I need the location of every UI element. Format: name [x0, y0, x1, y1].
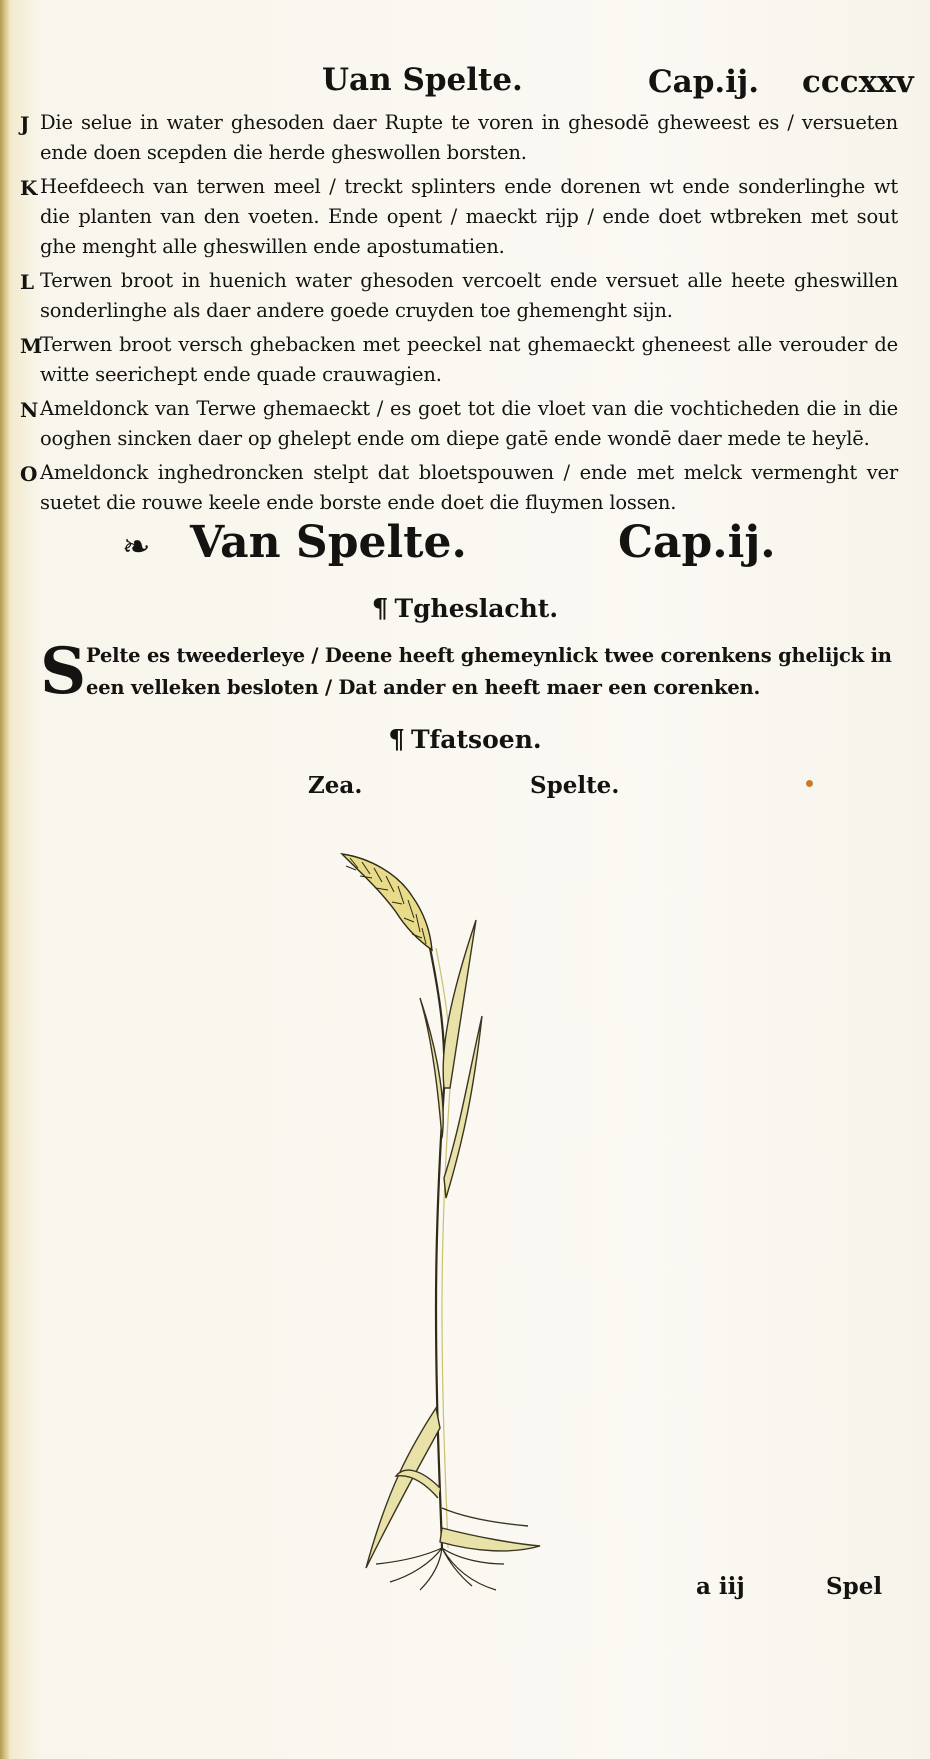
section-heading-genus — [0, 594, 930, 624]
figure-label-spelte: Spelte. — [530, 772, 620, 799]
entry-text: Heefdeech van terwen meel / treckt splinters ende dorenen wt ende sonderlinghe wt die planten van den voeten. Ende opent / maeckt rijp / ende doet wtbreken met sout ghe menght alle gheswillen ende apostumatien. — [40, 175, 898, 258]
section-heading-text: Tfatsoen. — [410, 725, 542, 754]
ink-stain — [806, 780, 813, 787]
entry-text: Ameldonck van Terwe ghemaeckt / es goet tot die vloet van die vochticheden die in die ooghen sincken daer op ghelept ende om diepe gatē ende wondē daer mede te heylē. — [40, 397, 898, 450]
pilcrow-icon: ¶ — [371, 594, 389, 624]
running-head-chapter: Cap.ij. — [648, 64, 760, 100]
entry-text: Ameldonck inghedroncken stelpt dat bloetspouwen / ende met melck vermenght ver suetet die rouwe keele ende borste ende doet die fluymen lossen. — [40, 461, 898, 514]
entry-letter: K — [20, 176, 38, 200]
entry-text: Terwen broot versch ghebacken met peeckel nat ghemaeckt gheneest alle verouder de witte seerichept ende quade crauwagien. — [40, 333, 898, 386]
running-head-title: Uan Spelte. — [322, 62, 523, 98]
figure-label-zea: Zea. — [308, 772, 363, 799]
entry-o — [18, 458, 898, 518]
binding-gutter — [0, 0, 10, 1759]
entry-j — [18, 108, 898, 168]
running-head — [0, 62, 930, 102]
entry-l — [18, 266, 898, 326]
entry-text: Terwen broot in huenich water ghesoden vercoelt ende versuet alle heete gheswillen sonderlinghe als daer andere goede cruyden toe ghemenght sijn. — [40, 269, 898, 322]
chapter-title: Van Spelte. — [190, 517, 467, 568]
catchword: Spel — [826, 1573, 883, 1600]
entry-letter: J — [20, 112, 30, 136]
entry-n — [18, 394, 898, 454]
spelt-plant-illustration — [300, 848, 610, 1608]
genus-paragraph — [40, 634, 896, 720]
entry-text: Die selue in water ghesoden daer Rupte te voren in ghesodē gheweest es / versueten ende doen scepden die herde gheswollen borsten. — [40, 111, 898, 164]
chapter-number: Cap.ij. — [618, 517, 776, 568]
paragraph-text: Pelte es tweederleye / Deene heeft ghemeynlick twee corenkens ghelijck in een velleken besloten / Dat ander en heeft maer een corenken. — [86, 644, 892, 699]
signature-mark: a iij — [696, 1573, 745, 1600]
chapter-heading — [0, 515, 930, 575]
lettered-entries — [18, 108, 898, 522]
drop-cap: S — [40, 634, 87, 709]
entry-letter: M — [20, 334, 43, 358]
entry-m — [18, 330, 898, 390]
fleuron-icon: ❧ — [122, 527, 151, 567]
section-heading-text: Tgheslacht. — [394, 594, 559, 623]
entry-letter: O — [20, 462, 38, 486]
entry-k — [18, 172, 898, 262]
entry-letter: N — [20, 398, 39, 422]
section-heading-figure — [0, 725, 930, 755]
pilcrow-icon: ¶ — [388, 725, 405, 755]
entry-letter: L — [20, 270, 35, 294]
folio-number: cccxxv — [802, 64, 914, 100]
